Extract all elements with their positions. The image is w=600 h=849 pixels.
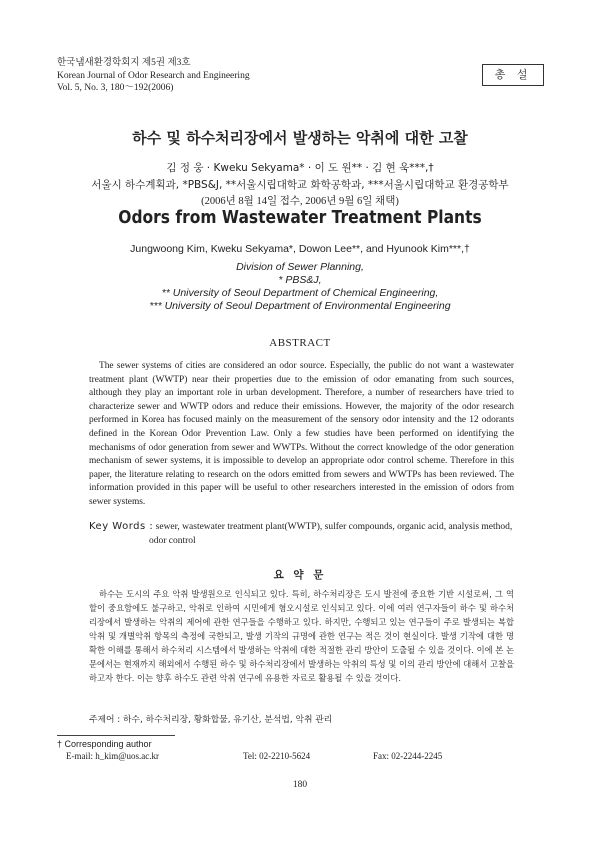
affiliation-line: ** University of Seoul Department of Chemical Engineering, bbox=[161, 287, 439, 299]
keywords-label: Key Words : bbox=[89, 521, 154, 532]
contact-fax: Fax: 02-2244-2245 bbox=[373, 751, 443, 761]
received-dates: (2006년 8월 14일 접수, 2006년 9월 6일 채택) bbox=[201, 196, 399, 207]
authors-english: Jungwoong Kim, Kweku Sekyama*, Dowon Lee**, and Hyunook Kim***,† bbox=[130, 243, 470, 255]
affiliation-line: Division of Sewer Planning, bbox=[236, 261, 364, 273]
corresponding-author-label: † Corresponding author bbox=[57, 739, 152, 749]
footnote-divider bbox=[57, 735, 175, 736]
korean-keywords: 주제어 : 하수, 하수처리장, 황화합물, 유기산, 분석법, 악취 관리 bbox=[89, 715, 333, 725]
article-type-badge: 총 설 bbox=[482, 64, 544, 86]
abstract-heading: ABSTRACT bbox=[269, 337, 331, 349]
authors-korean: 김 정 웅 · Kweku Sekyama* · 이 도 원** · 김 현 욱***,† bbox=[166, 162, 434, 174]
title-english: Odors from Wastewater Treatment Plants bbox=[118, 207, 482, 228]
journal-name-ko: 한국냄새환경학회지 제5권 제3호 bbox=[57, 58, 191, 68]
keywords-list-continued: odor control bbox=[149, 536, 196, 546]
contact-tel: Tel: 02-2210-5624 bbox=[243, 751, 311, 761]
keywords-list: sewer, wastewater treatment plant(WWTP), sulfer compounds, organic acid, analysis method, bbox=[155, 522, 513, 532]
affiliation-line: * PBS&J, bbox=[278, 274, 322, 286]
contact-email: E-mail: h_kim@uos.ac.kr bbox=[66, 751, 160, 761]
journal-info bbox=[57, 57, 250, 95]
affiliation-line: *** University of Seoul Department of Environmental Engineering bbox=[149, 300, 451, 312]
korean-abstract-body: 하수는 도시의 주요 악취 발생원으로 인식되고 있다. 특히, 하수처리장은 도시 발전에 중요한 기반 시설로써, 그 역할이 중요함에도 불구하고, 악취로 인하여 시민에게 혐오시설로 인식되고 있다. 이에 여러 연구자들이 하수 및 하수처리장에서 발생하는 악취의 제어에 관한 연구들을 수행하고 있다. 하지만, 수행되고 있는 연구들이 주로 발생되는 복합 악취 및 개별악취 항목의 측정에 국한되고, 발생 기작의 규명에 관한 연구는 적은 것이 현실이다. 발생 기작에 대한 명확한 이해를 통해서 하수처리 시스템에서 발생하는 악취에 대한 적절한 관리 방안이 도출될 수 있을 것이다. 이에 본 논문에서는 현재까지 해외에서 수행된 하수 및 하수처리장에서 발생하는 악취의 특성 및 이의 관리 방안에 대해서 고찰을 하고자 한다. 이는 향후 하수도 관련 악취 연구에 유용한 자료로 활용될 수 있을 것이다. bbox=[89, 589, 514, 683]
abstract-body: The sewer systems of cities are considered an odor source. Especially, the public do not want a wastewater treatment plant (WWTP) near their properties due to the emission of odor emanating from such sources, although they play an important role in urban development. Therefore, a number of researchers have tried to characterize sewer and WWTP odors and reduce their emissions. However, the majority of the odor research performed in Korea has focused mainly on the measurement of the sensory odor intensity and the 12 odorants defined in the Korean Odor Prevention Law. Only a few studies have been performed on identifying the mechanisms of odor generation from sewer and WWTPs. Without the correct knowledge of the odor generation mechanism of sewer systems, it is impossible to develop an appropriate odor control scheme. Therefore in this paper, the literature relating to research on the odors emitted from sewers and WWTPs has been reviewed. The information provided in this paper will be useful to other researchers interested in the emission of odors from sewer systems. bbox=[89, 361, 514, 507]
page-number: 180 bbox=[292, 780, 308, 790]
affiliations-korean: 서울시 하수계획과, *PBS&J, **서울시립대학교 화학공학과, ***서울시립대학교 환경공학부 bbox=[91, 179, 509, 191]
keywords bbox=[89, 520, 519, 548]
journal-volume: Vol. 5, No. 3, 180～192(2006) bbox=[57, 83, 174, 93]
journal-name-en: Korean Journal of Odor Research and Engineering bbox=[57, 70, 250, 81]
korean-abstract-heading: 요 약 문 bbox=[273, 569, 327, 581]
title-korean: 하수 및 하수처리장에서 발생하는 악취에 대한 고찰 bbox=[132, 129, 468, 147]
